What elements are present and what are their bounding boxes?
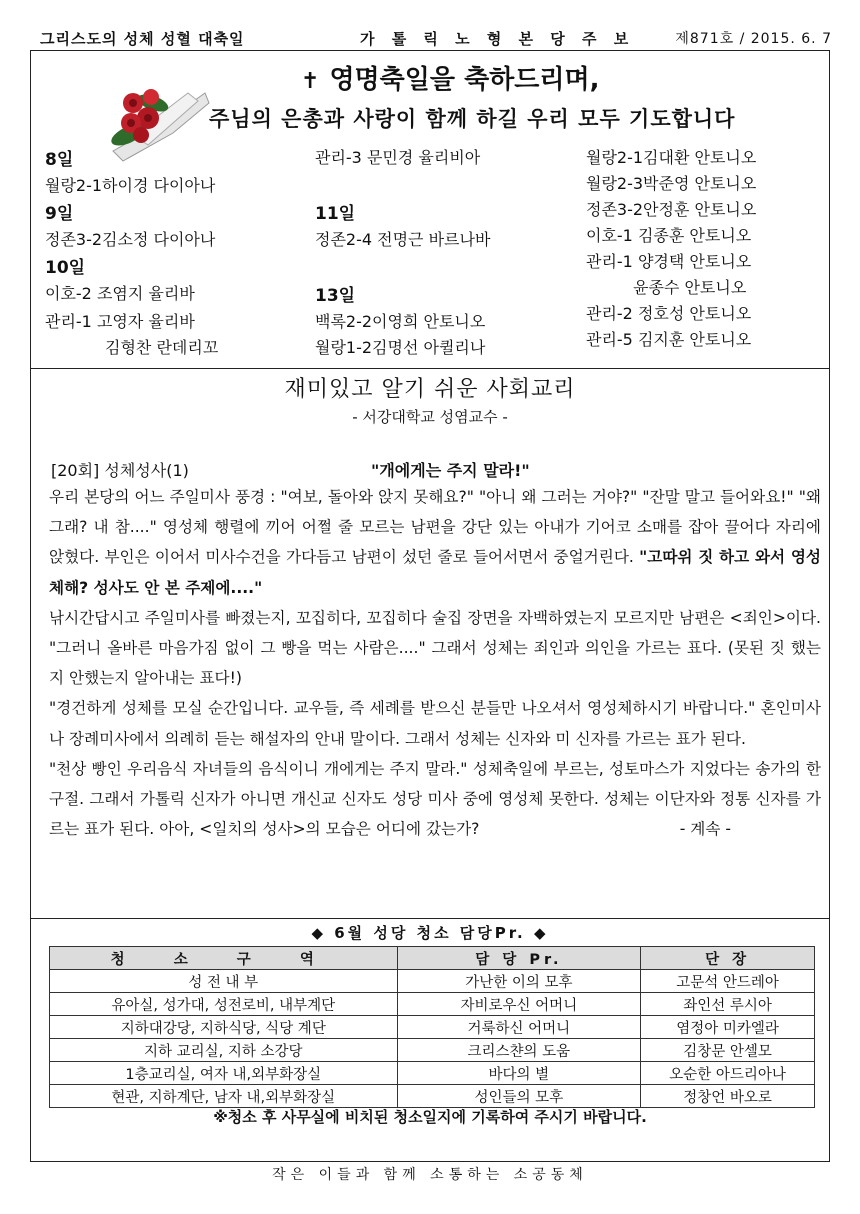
day-label: 8일 [45,150,74,170]
table-cell: 지하 교리실, 지하 소강당 [50,1039,398,1062]
table-cell: 지하대강당, 지하식당, 식당 계단 [50,1016,398,1039]
table-cell: 거룩하신 어머니 [397,1016,641,1039]
table-cell: 바다의 별 [397,1062,641,1085]
issue-number: 제871호 / 2015. 6. 7 [675,31,832,47]
article-title: 재미있고 알기 쉬운 사회교리 [284,377,576,402]
feast-name: 그리스도의 성체 성혈 대축일 [40,30,245,48]
nameday-section [31,51,829,369]
cleaning-table [49,946,815,1108]
bulletin-frame [30,50,830,1162]
day-label: 9일 [45,204,74,224]
name-entry: 관리-1 양경택 안토니오 [586,252,752,271]
table-cell: 성인들의 모후 [397,1085,641,1108]
name-entry: 월랑2-1하이경 다이아나 [45,176,216,195]
table-row [50,993,815,1016]
table-header-row [50,947,815,970]
day-label: 13일 [315,286,356,306]
article-body [49,482,821,844]
name-entry: 정존2-4 전명근 바르나바 [315,230,491,249]
article-section [31,368,829,919]
name-entry: 이호-1 김종훈 안토니오 [586,226,752,245]
lesson-heading: [20회] 성체성사(1) [51,461,189,480]
table-cell: 염정아 미카엘라 [641,1016,815,1039]
name-entry: 관리-5 김지훈 안토니오 [586,330,752,349]
bulletin-header [30,26,832,50]
day-label: 11일 [315,204,356,224]
name-entry: 김형찬 란데리꼬 [105,338,219,357]
name-entry: 정존3-2안정훈 안토니오 [586,200,757,219]
rose-bouquet-icon [93,73,211,163]
table-row [50,1085,815,1108]
cleaning-title: ◆ 6월 성당 청소 담당Pr. ◆ [311,924,549,942]
greeting-title: ✝ 영명축일을 축하드리며, [301,65,600,95]
cross-icon: ✝ [301,69,320,94]
column-header: 청 소 구 역 [50,947,398,970]
day-label: 10일 [45,258,86,278]
paragraph: 우리 본당의 어느 주일미사 풍경 : "여보, 돌아와 앉지 못해요?" "아니 왜 그러는 거야?" "잔말 말고 들어와요!" "왜 그래? 내 참...." 영성체 행렬에 끼어 어쩔 줄 모르는 남편을 강단 있는 아내가 기어코 소매를 잡아 끌어다 자리에 앉혔다. 부인은 이어서 미사수건을 가다듬고 남편이 섰던 줄로 들어서면서 중얼거린다. "고따위 짓 하고 와서 영성체해? 성사도 안 본 주제에...." [49,488,821,597]
table-row [50,1016,815,1039]
table-cell: 가난한 이의 모후 [397,970,641,993]
paragraph: "경건하게 성체를 모실 순간입니다. 교우들, 즉 세례를 받으신 분들만 나오셔서 영성체하시기 바랍니다." 혼인미사나 장례미사에서 의례히 듣는 해설자의 안내 말이다. 그래서 성체는 신자와 미 신자를 가르는 표가 된다. [49,699,821,748]
table-cell: 1층교리실, 여자 내,외부화장실 [50,1062,398,1085]
name-entry: 이호-2 조염지 율리바 [45,284,195,303]
paragraph: 낚시간답시고 주일미사를 빠졌는지, 꼬집히다, 꼬집히다 술집 장면을 자백하였는지 모르지만 남편은 <죄인>이다. "그러니 올바른 마음가짐 없이 그 빵을 먹는 사람은...." 그래서 성체는 죄인과 의인을 가르는 표다. (못된 짓 했는지 안했는지 알아내는 표다!) [49,608,821,688]
table-cell: 자비로우신 어머니 [397,993,641,1016]
table-row [50,1039,815,1062]
table-cell: 김창문 안셀모 [641,1039,815,1062]
cleaning-note: ※청소 후 사무실에 비치된 청소일지에 기록하여 주시기 바랍니다. [213,1108,647,1126]
table-row [50,1062,815,1085]
table-cell: 좌인선 루시아 [641,993,815,1016]
table-cell: 유아실, 성가대, 성전로비, 내부계단 [50,993,398,1016]
table-cell: 고문석 안드레아 [641,970,815,993]
name-entry: 윤종수 안토니오 [633,278,747,297]
parish-name: 가 톨 릭 노 형 본 당 주 보 [360,30,635,48]
name-entry: 관리-2 정호성 안토니오 [586,304,752,323]
footer-motto: 작은 이들과 함께 소통하는 소공동체 [272,1167,588,1183]
table-cell: 성 전 내 부 [50,970,398,993]
table-cell: 현관, 지하계단, 남자 내,외부화장실 [50,1085,398,1108]
greeting-subtitle: 주님의 은총과 사랑이 함께 하길 우리 모두 기도합니다 [209,107,736,131]
article-author: - 서강대학교 성염교수 - [352,408,508,426]
name-entry: 정존3-2김소정 다이아나 [45,230,216,249]
name-entry: 백록2-2이영희 안토니오 [315,312,486,331]
cleaning-section [31,918,829,1163]
name-entry: 관리-3 문민경 율리비아 [315,148,481,167]
table-cell: 정창언 바오로 [641,1085,815,1108]
table-row [50,970,815,993]
column-header: 담 당 Pr. [397,947,641,970]
name-entry: 월랑2-3박준영 안토니오 [586,174,757,193]
name-entry: 관리-1 고영자 율리바 [45,312,195,331]
lesson-quote: "개에게는 주지 말라!" [371,461,530,480]
name-entry: 월랑2-1김대환 안토니오 [586,148,757,167]
name-entry: 월랑1-2김명선 아퀼리나 [315,338,486,357]
table-cell: 크리스챤의 도움 [397,1039,641,1062]
column-header: 단 장 [641,947,815,970]
paragraph: "천상 빵인 우리음식 자녀들의 음식이니 개에게는 주지 말라." 성체축일에 부르는, 성토마스가 지었다는 송가의 한 구절. 그래서 가톨릭 신자가 아니면 개신교 신자도 성당 미사 중에 영성체 못한다. 성체는 이단자와 정통 신자를 가르는 표가 된다. 아아, <일치의 성사>의 모습은 어디에 갔는가? - 계속 - [49,754,821,845]
table-cell: 오순한 아드리아나 [641,1062,815,1085]
continued-label: - 계속 - [679,820,731,839]
